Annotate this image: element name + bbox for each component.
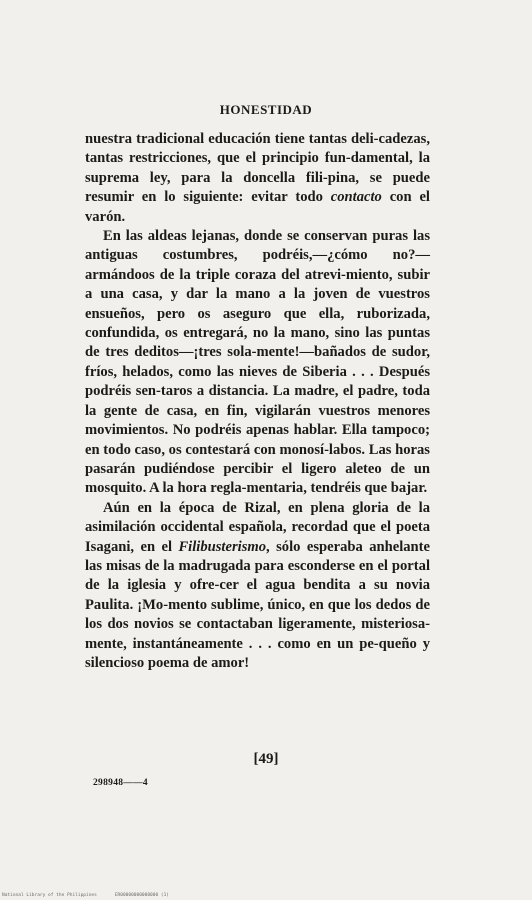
- running-head: HONESTIDAD: [219, 102, 313, 117]
- scan-footer-library: National Library of the Philippines: [2, 893, 97, 898]
- scan-footer: [2, 893, 187, 898]
- scan-footer-code: ER00000000000000 (1): [114, 893, 170, 898]
- paragraph-1: [85, 130, 430, 227]
- body-text: [85, 130, 430, 673]
- paragraph-3: [85, 499, 430, 674]
- signature-mark: 298948——4: [93, 778, 148, 788]
- paragraph-3-text-a: Aún en la época de Rizal, en plena gloria de la asimilación occidental española, recordad que el poeta Isagani, en el: [85, 499, 430, 555]
- paragraph-2: [85, 227, 430, 499]
- paragraph-1-text-a: nuestra tradicional educación tiene tantas deli-cadezas, tantas restricciones, que el principio fun-damental, la suprema ley, para la doncella fili-pina, se puede resumir en lo siguiente: evitar todo: [85, 131, 430, 206]
- paragraph-1-italic-contacto: contacto: [330, 189, 382, 206]
- paragraph-2-text: En las aldeas lejanas, donde se conservan puras las antiguas costumbres, podréis,—¿cómo no?—armándoos de la triple coraza del atrevi-miento, subir a una casa, y dar la mano a la joven de vuestros ensueños, pero os aseguro que ella, ruborizada, confundida, os entregará, no la mano, sino las puntas de tres deditos—¡tres sola-mente!—bañados de sudor, fríos, helados, como las nieves de Siberia . . . Después podréis sen-taros a distancia. La madre, el padre, toda la gente de casa, en fin, vigilarán vuestros menores movimientos. No podréis apenas hablar. Ella tampoco; en todo caso, os contestará con monosí-labos. Las horas pasarán pudiéndose percibir el ligero aleteo de un mosquito. A la hora regla-mentaria, tendréis que bajar.: [85, 228, 430, 497]
- page-number: [49]: [253, 751, 279, 767]
- paragraph-3-italic-filibusterismo: Filibusterismo: [178, 538, 267, 555]
- paragraph-1-text-b: con el varón.: [85, 189, 430, 225]
- paragraph-3-text-b: , sólo esperaba anhelante las misas de la madrugada para esconderse en el portal de la iglesia y ofre-cer el agua bendita a su novia Paulita. ¡Mo-mento sublime, único, en que los dedos de los dos novios se contactaban ligeramente, misteriosa-mente, instantáneamente . . . como en un pe-queño y silencioso poema de amor!: [85, 538, 430, 671]
